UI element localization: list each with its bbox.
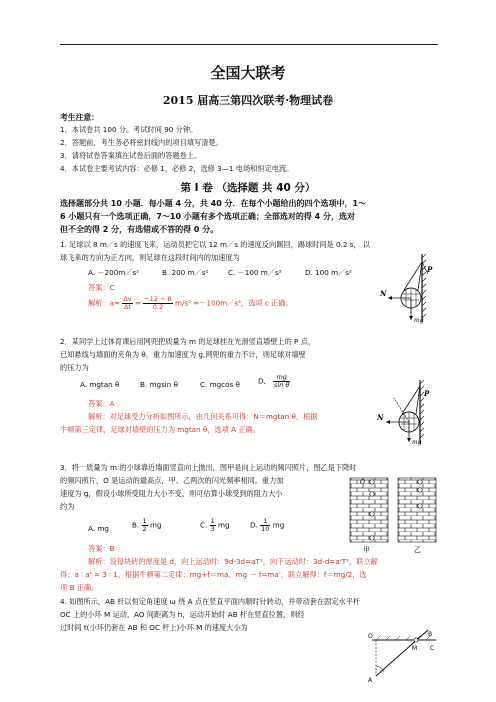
- q1-frac2-den: 0.2: [152, 303, 164, 311]
- q3-optD-fraction: [260, 518, 270, 533]
- q4-fig-label-c: C: [430, 645, 435, 652]
- q2-stem: 2．某同学上过体育课后用网兜把质量为 m 的足球挂在光滑竖直墙壁上的 P 点，: [60, 337, 316, 346]
- q2-fig-label-mg: mg: [412, 439, 422, 446]
- q1-analysis-suffix: m/s² =－100m／s²，选项 c 正确。: [174, 298, 293, 308]
- q2-option-c: C. mgcos θ: [200, 380, 240, 389]
- notice-item: 1．本试卷共 100 分。考试时间 90 分钟。: [60, 125, 198, 134]
- q1-force-figure: [378, 252, 438, 324]
- q3-analysis: 解析：设每块砖的厚度是 d，向上运动时：9d-3d=aT²，向下运动时：3d-d=a'T²，联立解: [88, 557, 378, 566]
- q1-stem: 球飞来的方向为正方向，则足球在这段时间内的加速度为: [60, 253, 240, 262]
- q1-eq: =: [134, 298, 141, 308]
- q3-optD-post: mg: [272, 520, 285, 530]
- q3-option-a: A. mg: [88, 524, 109, 533]
- q3-answer: 答案：B: [88, 544, 115, 553]
- q1-option-d: D. 100 m／s²: [305, 268, 352, 277]
- q2-analysis: 牛顿第三定律，足球对墙壁的压力为 mgtan θ，选项 A 正确。: [60, 425, 260, 434]
- q2-option-d-label: D．: [258, 376, 271, 386]
- top-rule: [60, 44, 438, 45]
- q4-fig-label-o: O: [368, 633, 373, 640]
- q3-optC-pre: C.: [200, 520, 208, 530]
- q2-force-figure: [374, 378, 436, 446]
- q3-optB-den: 2: [142, 525, 147, 533]
- q4-fig-label-b: B: [428, 631, 433, 638]
- q3-stem: 的频闪照片，O 是运动的最高点，甲、乙两次的闪光频率相同。重力加: [60, 476, 284, 485]
- q3-optD-num: 1: [260, 518, 270, 526]
- notice-item: 4．本试卷主要考试内容：必修 1，必修 2，选修 3—1 电场和恒定电流。: [60, 164, 294, 173]
- q3-optC-post: mg: [218, 520, 230, 530]
- q3-optC-fraction: [210, 518, 216, 533]
- q3-option-d: [250, 518, 284, 533]
- q3-stem: 速度为 g，假设小球所受阻力大小不变，则可估算小球受到的阻力大小: [60, 489, 283, 498]
- q3-option-b: [132, 518, 162, 533]
- q1-fraction-dv-dt: [122, 296, 132, 311]
- q3-optC-den: 3: [210, 525, 215, 533]
- q3-optC-num: 1: [210, 517, 215, 525]
- section-title: 第 I 卷 （选择题 共 40 分）: [180, 182, 316, 194]
- q2-option-d-fraction: [273, 374, 290, 389]
- q1-fig-label-mg: mg: [414, 317, 424, 324]
- section-intro: 但不全的得 2 分，有选错或不答的得 0 分。: [60, 225, 219, 234]
- q2-optD-num: mg: [273, 374, 290, 382]
- q3-fig-label-right: 乙: [414, 546, 421, 554]
- q3-optB-fraction: [142, 518, 148, 533]
- q1-frac1-den: Δt: [123, 303, 131, 311]
- q3-analysis: 项 B 正确。: [60, 583, 99, 592]
- q1-frac1-num: Δv: [123, 295, 132, 303]
- q3-analysis: 得：a ∶ a' = 3 ∶ 1，根据牛顿第二定律：mg+f＝ma、mg － f=ma'，联立解得：f＝mg/2，选: [60, 570, 367, 579]
- q1-fraction-values: [143, 296, 172, 311]
- q1-fig-label-n: N: [380, 289, 387, 298]
- q2-optD-den: sin θ: [274, 381, 290, 389]
- q1-stem: 1. 足球以 8 m／s 的速度飞来，运动员把它以 12 m／s 的速度反向踢回，踢球时间是 0.2 s， 以: [60, 240, 371, 249]
- q3-fig-label-left: 甲: [363, 546, 370, 554]
- q1-option-c: C. －100 m／s²: [228, 268, 282, 277]
- section-intro: 选择题部分共 10 小题．每小题 4 分，共 40 分．在每个小题给出的四个选项中，1～: [60, 199, 367, 208]
- q3-stem: 约为: [60, 502, 75, 511]
- q3-optB-num: 1: [142, 517, 147, 525]
- q4-fig-label-m: M: [412, 645, 418, 652]
- q1-analysis: [88, 296, 293, 311]
- q1-option-a: A. －200m／s²: [88, 268, 140, 277]
- q3-brick-figure: [348, 476, 440, 554]
- q4-stem: 4. 如图所示，AB 杆以恒定角速度 ω 绕 A 点在竖直平面内顺时针转动，并带动套在固定水平杆: [60, 597, 361, 606]
- q1-fig-label-p: P: [427, 265, 433, 274]
- q2-analysis: 解析：对足球受力分析如图所示，由几何关系可得：N＝mgtan θ，根据: [88, 412, 318, 421]
- q3-optD-den: 10: [261, 525, 270, 533]
- q1-option-b: B. 200 m／s²: [162, 268, 209, 277]
- q2-fig-label-n: N: [377, 413, 384, 422]
- q3-optB-post: mg: [149, 520, 162, 530]
- q4-stem: 过时间 t(小环仍套在 AB 和 OC 杆上)小环 M 的速度大小为: [60, 623, 248, 632]
- q3-optD-pre: D.: [250, 520, 258, 530]
- section-intro: 6 小题只有一个选项正确，7～10 小题有多个选项正确；全部选对的得 4 分，选对: [60, 212, 355, 221]
- q3-option-c: [200, 518, 230, 533]
- q4-rod-figure: [366, 628, 438, 686]
- q2-option-b: B. mgsin θ: [140, 380, 179, 389]
- q2-stem: 已知悬线与墙面的夹角为 θ，重力加速度为 g,网兜的重力不计，则足球对墙壁: [60, 350, 306, 359]
- q1-analysis-prefix: 解析：a=: [88, 298, 120, 308]
- q2-fig-label-p: P: [424, 389, 430, 398]
- q2-option-a: A. mgtan θ: [80, 380, 120, 389]
- q3-fig-label-o: O: [360, 479, 365, 486]
- q2-stem: 的压力为: [60, 363, 89, 372]
- q3-stem: 3．将一质量为 m 的小球靠近墙面竖直向上抛出，图甲是向上运动的频闪照片，图乙是下降时: [60, 463, 357, 472]
- q1-answer: 答案：C: [88, 283, 115, 292]
- q2-option-d: [258, 374, 290, 389]
- q4-fig-label-a: A: [368, 677, 373, 684]
- notice-item: 2．答题前，考生务必将密封线内的项目填写清楚。: [60, 138, 223, 147]
- q3-optB-pre: B.: [132, 520, 140, 530]
- notice-item: 3．请将试卷答案填在试卷后面的答题卷上。: [60, 151, 202, 160]
- q2-answer: 答案：A: [88, 399, 115, 408]
- q1-frac2-num: −12 − 8: [144, 295, 172, 303]
- exam-subtitle: 2015 届高三第四次联考·物理试卷: [162, 94, 334, 107]
- notice-heading: 考生注意：: [60, 113, 99, 122]
- exam-title: 全国大联考: [210, 64, 286, 82]
- q4-stem: OC 上的小环 M 运动，AO 间距离为 h，运动开始时 AB 杆在竖直位置，则经: [60, 610, 305, 619]
